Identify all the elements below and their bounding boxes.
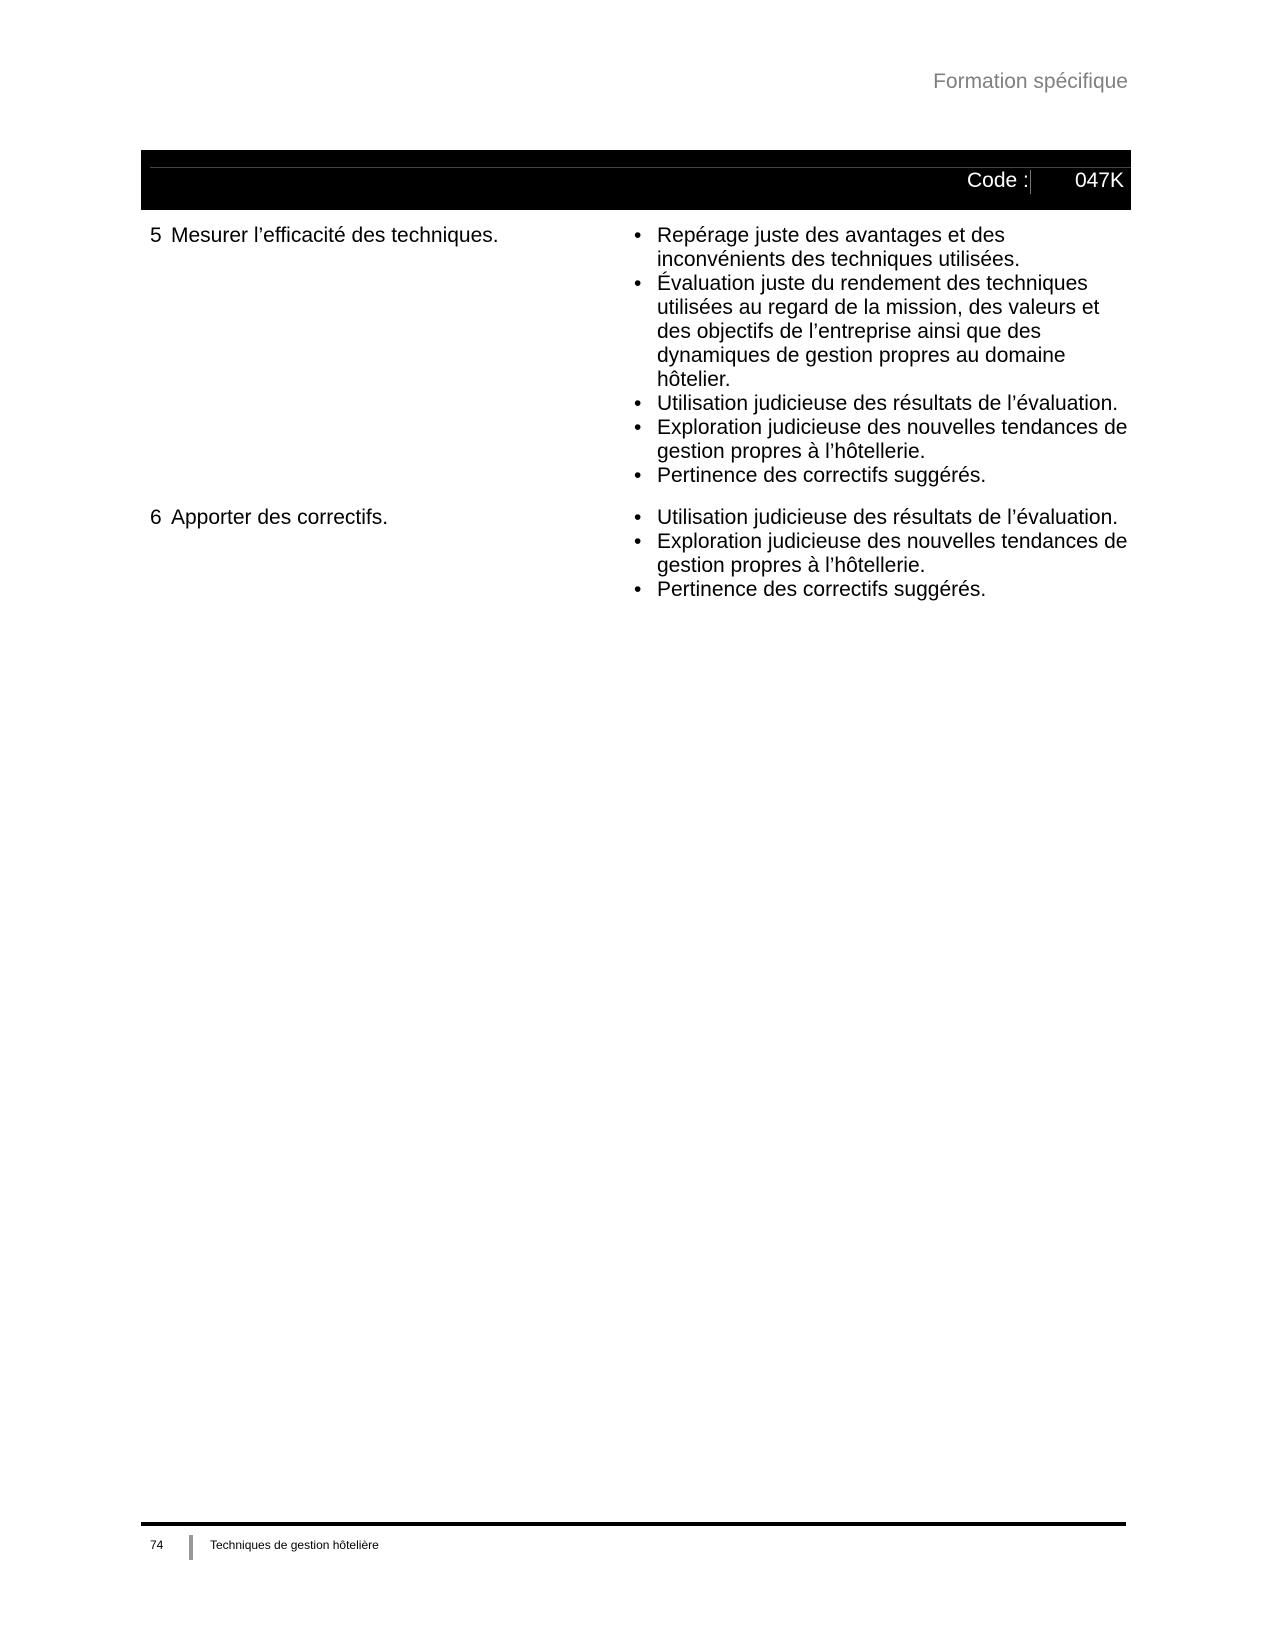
bullet-icon: •: [634, 392, 642, 415]
step-number: 5: [150, 224, 162, 247]
step-text: Apporter des correctifs.: [171, 506, 389, 529]
code-bar-rule: [150, 167, 1131, 168]
criteria-item: • Exploration judicieuse des nouvelles tendances de gestion propres à l’hôtellerie.: [634, 416, 1128, 463]
step-cell: [141, 506, 632, 530]
footer-divider: [189, 1535, 193, 1560]
section-header: Formation spécifique: [933, 70, 1128, 93]
criteria-item: • Pertinence des correctifs suggérés.: [634, 464, 987, 487]
criteria-list: [632, 506, 1131, 602]
criteria-list: [632, 224, 1131, 488]
bullet-icon: •: [634, 224, 642, 247]
step-row: [141, 506, 1131, 602]
bullet-icon: •: [634, 506, 642, 529]
page-number: 74: [150, 1538, 164, 1552]
criteria-item: • Pertinence des correctifs suggérés.: [634, 578, 987, 601]
code-bar: [141, 150, 1131, 210]
criteria-item: • Exploration judicieuse des nouvelles tendances de gestion propres à l’hôtellerie.: [634, 530, 1128, 577]
bullet-icon: •: [634, 530, 642, 553]
bullet-icon: •: [634, 464, 642, 487]
step-number: 6: [150, 506, 162, 529]
bullet-icon: •: [634, 272, 642, 295]
step-row: [141, 224, 1131, 488]
step-cell: [141, 224, 632, 248]
criteria-item: • Utilisation judicieuse des résultats de l’évaluation.: [634, 392, 1119, 415]
footer-rule: [141, 1522, 1126, 1526]
criteria-item: • Évaluation juste du rendement des techniques utilisées au regard de la mission, des valeurs et des objectifs de l’entreprise ainsi que des dynamiques de gestion propres au domaine hôtelier.: [634, 272, 1100, 391]
bullet-icon: •: [634, 416, 642, 439]
criteria-item: • Utilisation judicieuse des résultats de l’évaluation.: [634, 506, 1119, 529]
criteria-item: • Repérage juste des avantages et des inconvénients des techniques utilisées.: [634, 224, 1021, 271]
bullet-icon: •: [634, 578, 642, 601]
code-label: Code :: [967, 169, 1029, 192]
steps-table: [141, 224, 1131, 602]
code-divider: [1030, 170, 1031, 194]
step-text: Mesurer l’efficacité des techniques.: [171, 224, 499, 247]
code-value: 047K: [1074, 169, 1124, 192]
footer-title: Techniques de gestion hôtelière: [210, 1538, 379, 1552]
